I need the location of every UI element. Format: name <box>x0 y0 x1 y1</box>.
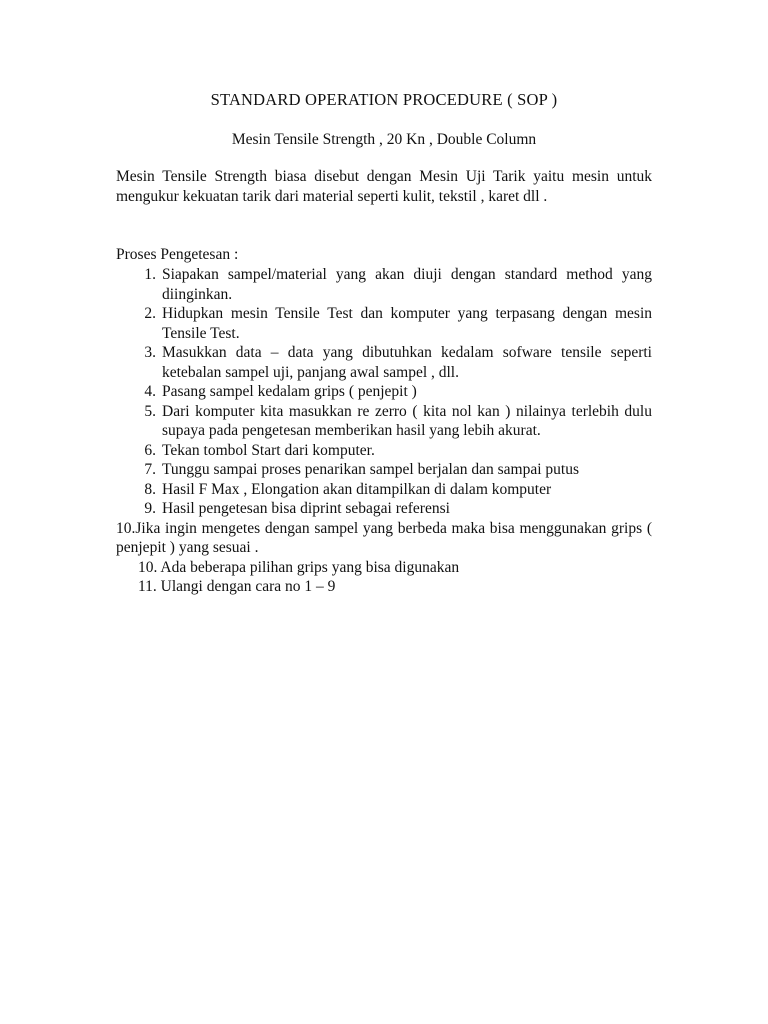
list-item <box>116 265 652 304</box>
list-item <box>116 382 652 402</box>
list-item <box>116 480 652 500</box>
document-subtitle: Mesin Tensile Strength , 20 Kn , Double Column <box>231 131 537 148</box>
step-text: Hidupkan mesin Tensile Test dan komputer yang terpasang dengan mesin Tensile Test. <box>162 305 652 342</box>
intro-paragraph: Mesin Tensile Strength biasa disebut dengan Mesin Uji Tarik yaitu mesin untuk mengukur kekuatan tarik dari material seperti kulit, tekstil , karet dll . <box>116 168 652 205</box>
step-text: Dari komputer kita masukkan re zerro ( kita nol kan ) nilainya terlebih dulu supaya pada pengetesan memberikan hasil yang lebih akurat. <box>162 402 652 439</box>
document-title: STANDARD OPERATION PROCEDURE ( SOP ) <box>210 90 558 109</box>
list-item <box>116 460 652 480</box>
step-number: 7. <box>144 461 156 478</box>
step-number: 5. <box>144 402 156 420</box>
list-item <box>116 304 652 343</box>
step-text: Tekan tombol Start dari komputer. <box>162 441 375 459</box>
list-item <box>116 499 652 519</box>
step-text: Masukkan data – data yang dibutuhkan kedalam sofware tensile seperti ketebalan sampel uji, panjang awal sampel , dll. <box>162 344 652 381</box>
step-number: 1. <box>144 266 156 283</box>
step-text: Hasil pengetesan bisa diprint sebagai referensi <box>162 500 450 517</box>
step-text: Hasil F Max , Elongation akan ditampilkan di dalam komputer <box>162 480 552 498</box>
process-heading: Proses Pengetesan : <box>116 246 239 263</box>
step-text: Tunggu sampai proses penarikan sampel berjalan dan sampai putus <box>162 461 579 478</box>
step-number: 4. <box>144 383 156 400</box>
list-item <box>116 343 652 382</box>
step-number: 9. <box>144 500 156 517</box>
step-text: Siapakan sampel/material yang akan diuji dengan standard method yang diinginkan. <box>162 266 652 303</box>
list-item-extra: 10.Jika ingin mengetes dengan sampel yang berbeda maka bisa menggunakan grips ( penjepit ) yang sesuai . <box>116 519 652 556</box>
step-text: Pasang sampel kedalam grips ( penjepit ) <box>162 383 417 400</box>
step-number: 6. <box>144 441 156 459</box>
list-item <box>116 441 652 461</box>
step-number: 8. <box>144 480 156 498</box>
list-item <box>116 402 652 441</box>
process-steps-list <box>116 265 652 597</box>
step-number: 3. <box>144 344 156 361</box>
list-item-extra: 10. Ada beberapa pilihan grips yang bisa digunakan <box>138 558 460 576</box>
step-number: 2. <box>144 305 156 322</box>
list-item-extra: 11. Ulangi dengan cara no 1 – 9 <box>138 578 336 595</box>
